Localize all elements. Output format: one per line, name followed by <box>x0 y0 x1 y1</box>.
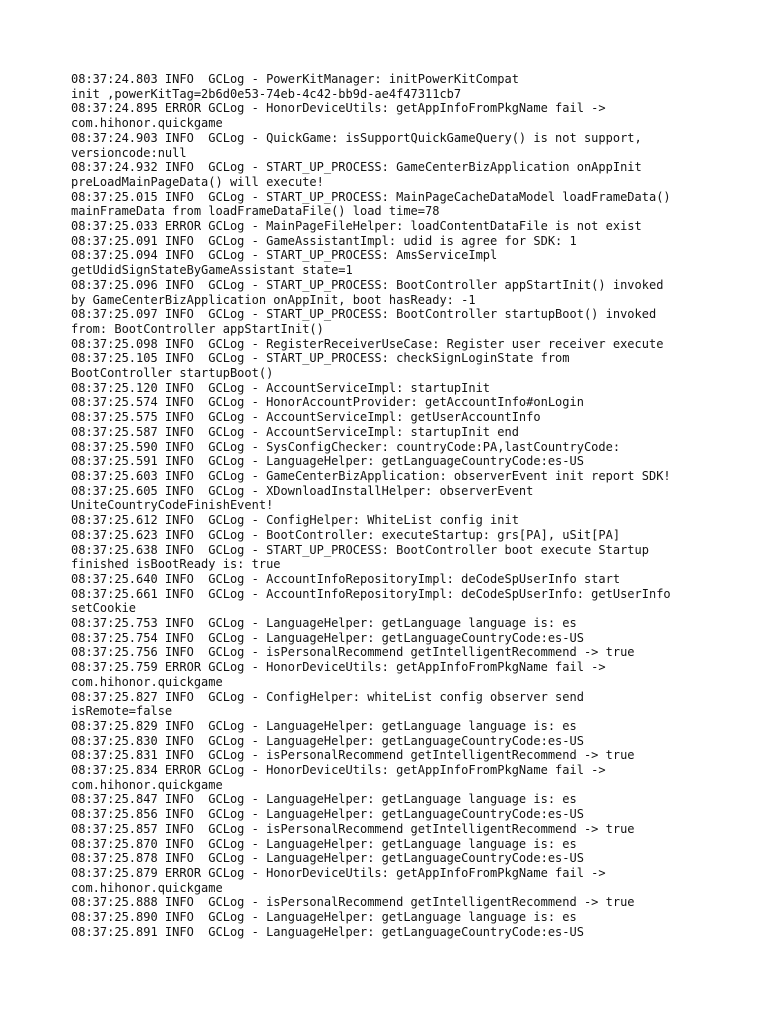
log-entry: 08:37:25.753 INFO GCLog - LanguageHelper: getLanguage language is: es <box>71 616 577 631</box>
log-entry: 08:37:25.612 INFO GCLog - ConfigHelper: WhiteList config init <box>71 513 519 528</box>
log-entry: 08:37:25.857 INFO GCLog - isPersonalRecommend getIntelligentRecommend -> true <box>71 821 635 836</box>
log-entry: 08:37:25.587 INFO GCLog - AccountServiceImpl: startupInit end <box>71 424 519 439</box>
log-entry: 08:37:25.623 INFO GCLog - BootController: executeStartup: grs[PA], uSit[PA] <box>71 527 621 542</box>
log-entry: 08:37:25.870 INFO GCLog - LanguageHelper: getLanguage language is: es <box>71 836 577 851</box>
log-entry: 08:37:25.603 INFO GCLog - GameCenterBizApplication: observerEvent init report SDK! <box>71 468 671 483</box>
log-entry: 08:37:25.829 INFO GCLog - LanguageHelper: getLanguage language is: es <box>71 718 577 733</box>
log-entry: 08:37:25.827 INFO GCLog - ConfigHelper: whiteList config observer send isRemote=false <box>71 689 584 719</box>
log-entry: 08:37:25.105 INFO GCLog - START_UP_PROCESS: checkSignLoginState from BootController startupBoot() <box>71 351 570 381</box>
log-entry: 08:37:25.831 INFO GCLog - isPersonalRecommend getIntelligentRecommend -> true <box>71 748 635 763</box>
log-entry: 08:37:25.856 INFO GCLog - LanguageHelper: getLanguageCountryCode:es-US <box>71 807 584 822</box>
log-entry: 08:37:25.094 INFO GCLog - START_UP_PROCESS: AmsServiceImpl getUdidSignStateByGameAssistant state=1 <box>71 248 498 278</box>
log-entry: 08:37:25.878 INFO GCLog - LanguageHelper: getLanguageCountryCode:es-US <box>71 851 584 866</box>
log-entry: 08:37:25.096 INFO GCLog - START_UP_PROCESS: BootController appStartInit() invoked by GameCenterBizApplication onAppInit, boot hasReady: -1 <box>71 277 664 307</box>
log-entry: 08:37:25.756 INFO GCLog - isPersonalRecommend getIntelligentRecommend -> true <box>71 645 635 660</box>
log-entry: 08:37:25.640 INFO GCLog - AccountInfoRepositoryImpl: deCodeSpUserInfo start <box>71 571 621 586</box>
log-entry: 08:37:25.661 INFO GCLog - AccountInfoRepositoryImpl: deCodeSpUserInfo: getUserInfo setCookie <box>71 586 671 616</box>
log-entry: 08:37:25.847 INFO GCLog - LanguageHelper: getLanguage language is: es <box>71 792 577 807</box>
log-entry: 08:37:25.591 INFO GCLog - LanguageHelper: getLanguageCountryCode:es-US <box>71 454 584 469</box>
log-entry: 08:37:25.033 ERROR GCLog - MainPageFileHelper: loadContentDataFile is not exist <box>71 219 642 234</box>
log-entry: 08:37:25.120 INFO GCLog - AccountServiceImpl: startupInit <box>71 380 491 395</box>
log-entry: 08:37:24.903 INFO GCLog - QuickGame: isSupportQuickGameQuery() is not support, versioncode:null <box>71 130 642 160</box>
log-entry: 08:37:25.605 INFO GCLog - XDownloadInstallHelper: observerEvent UniteCountryCodeFinishEvent! <box>71 483 534 513</box>
log-entry: 08:37:25.575 INFO GCLog - AccountServiceImpl: getUserAccountInfo <box>71 410 541 425</box>
log-entry: 08:37:25.091 INFO GCLog - GameAssistantImpl: udid is agree for SDK: 1 <box>71 233 577 248</box>
log-entry: 08:37:25.759 ERROR GCLog - HonorDeviceUtils: getAppInfoFromPkgName fail -> com.hihonor.quickgame <box>71 660 606 689</box>
log-entry: 08:37:25.888 INFO GCLog - isPersonalRecommend getIntelligentRecommend -> true <box>71 895 635 910</box>
log-entry: 08:37:24.895 ERROR GCLog - HonorDeviceUtils: getAppInfoFromPkgName fail -> com.hihonor.quickgame <box>71 101 606 131</box>
log-entry: 08:37:24.803 INFO GCLog - PowerKitManager: initPowerKitCompat init ,powerKitTag=2b6d0e53-74eb-4c42-bb9d-ae4f47311cb7 <box>71 72 519 101</box>
log-entry: 08:37:24.932 INFO GCLog - START_UP_PROCESS: GameCenterBizApplication onAppInit preLoadMainPageData() will execute! <box>71 160 642 189</box>
log-entry: 08:37:25.879 ERROR GCLog - HonorDeviceUtils: getAppInfoFromPkgName fail -> com.hihonor.quickgame <box>71 865 606 895</box>
log-entry: 08:37:25.754 INFO GCLog - LanguageHelper: getLanguageCountryCode:es-US <box>71 630 584 645</box>
log-entry: 08:37:25.638 INFO GCLog - START_UP_PROCESS: BootController boot execute Startup finished isBootReady is: true <box>71 542 649 572</box>
log-entry: 08:37:25.830 INFO GCLog - LanguageHelper: getLanguageCountryCode:es-US <box>71 733 584 748</box>
log-entry: 08:37:25.098 INFO GCLog - RegisterReceiverUseCase: Register user receiver execute <box>71 336 664 351</box>
log-entry: 08:37:25.574 INFO GCLog - HonorAccountProvider: getAccountInfo#onLogin <box>71 395 584 410</box>
log-entry: 08:37:25.590 INFO GCLog - SysConfigChecker: countryCode:PA,lastCountryCode: <box>71 439 621 454</box>
log-entry: 08:37:25.891 INFO GCLog - LanguageHelper: getLanguageCountryCode:es-US <box>71 924 584 939</box>
log-entry: 08:37:25.834 ERROR GCLog - HonorDeviceUtils: getAppInfoFromPkgName fail -> com.hihonor.quickgame <box>71 763 606 792</box>
log-entry: 08:37:25.015 INFO GCLog - START_UP_PROCESS: MainPageCacheDataModel loadFrameData() mainFrameData from loadFrameDataFile() load time=78 <box>71 189 671 219</box>
log-document <box>71 72 731 939</box>
log-entry: 08:37:25.890 INFO GCLog - LanguageHelper: getLanguage language is: es <box>71 910 577 925</box>
log-entry: 08:37:25.097 INFO GCLog - START_UP_PROCESS: BootController startupBoot() invoked from: BootController appStartInit() <box>71 307 657 336</box>
